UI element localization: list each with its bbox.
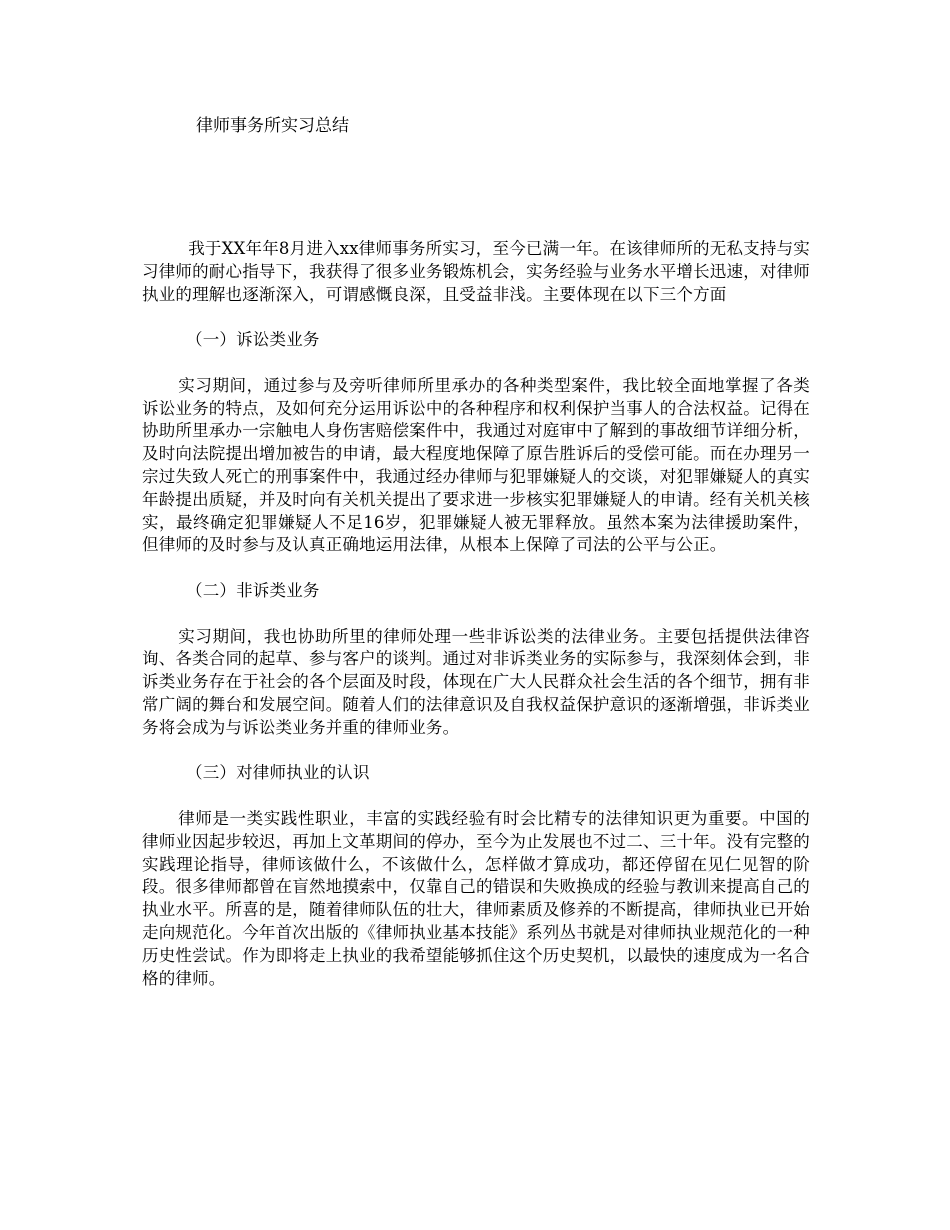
intro-paragraph: 我于XX年年8月进入xx律师事务所实习，至今已满一年。在该律师所的无私支持与实习律师的耐心指导下，我获得了很多业务锻炼机会，实务经验与业务水平增长迅速，对律师执业的理解也逐渐深入，可谓感慨良深，且受益非浅。主要体现在以下三个方面 <box>142 239 810 304</box>
section-heading-practice-understanding: （三）对律师执业的认识 <box>186 763 370 783</box>
section-heading-non-litigation: （二）非诉类业务 <box>186 580 320 600</box>
section-heading-litigation: （一）诉讼类业务 <box>186 330 320 350</box>
document-body <box>142 238 810 1013</box>
section-body-non-litigation: 实习期间，我也协助所里的律师处理一些非诉讼类的法律业务。主要包括提供法律咨询、各类合同的起草、参与客户的谈判。通过对非诉类业务的实际参与，我深刻体会到，非诉类业务存在于社会的各个层面及时段，体现在广大人民群众社会生活的各个细节，拥有非常广阔的舞台和发展空间。随着人们的法律意识及自我权益保护意识的逐渐增强，非诉类业务将会成为与诉讼类业务并重的律师业务。 <box>142 626 810 737</box>
section-body-litigation: 实习期间，通过参与及旁听律师所里承办的各种类型案件，我比较全面地掌握了各类诉讼业务的特点，及如何充分运用诉讼中的各种程序和权利保护当事人的合法权益。记得在协助所里承办一宗触电人身伤害赔偿案件中，我通过对庭审中了解到的事故细节详细分析，及时向法院提出增加被告的申请，最大程度地保障了原告胜诉后的受偿可能。而在办理另一宗过失致人死亡的刑事案件中，我通过经办律师与犯罪嫌疑人的交谈，对犯罪嫌疑人的真实年龄提出质疑，并及时向有关机关提出了要求进一步核实犯罪嫌疑人的申请。经有关机关核实，最终确定犯罪嫌疑人不足16岁，犯罪嫌疑人被无罪释放。虽然本案为法律援助案件，但律师的及时参与及认真正确地运用法律，从根本上保障了司法的公平与公正。 <box>142 375 810 555</box>
section-body-practice-understanding: 律师是一类实践性职业，丰富的实践经验有时会比精专的法律知识更为重要。中国的律师业因起步较迟，再加上文革期间的停办，至今为止发展也不过二、三十年。没有完整的实践理论指导，律师该做什么，不该做什么，怎样做才算成功，都还停留在见仁见智的阶段。很多律师都曾在盲然地摸索中，仅靠自己的错误和失败换成的经验与教训来提高自己的执业水平。所喜的是，随着律师队伍的壮大，律师素质及修养的不断提高，律师执业已开始走向规范化。今年首次出版的《律师执业基本技能》系列丛书就是对律师执业规范化的一种历史性尝试。作为即将走上执业的我希望能够抓住这个历史契机，以最快的速度成为一名合格的律师。 <box>142 808 810 988</box>
document-title: 律师事务所实习总结 <box>196 116 349 136</box>
